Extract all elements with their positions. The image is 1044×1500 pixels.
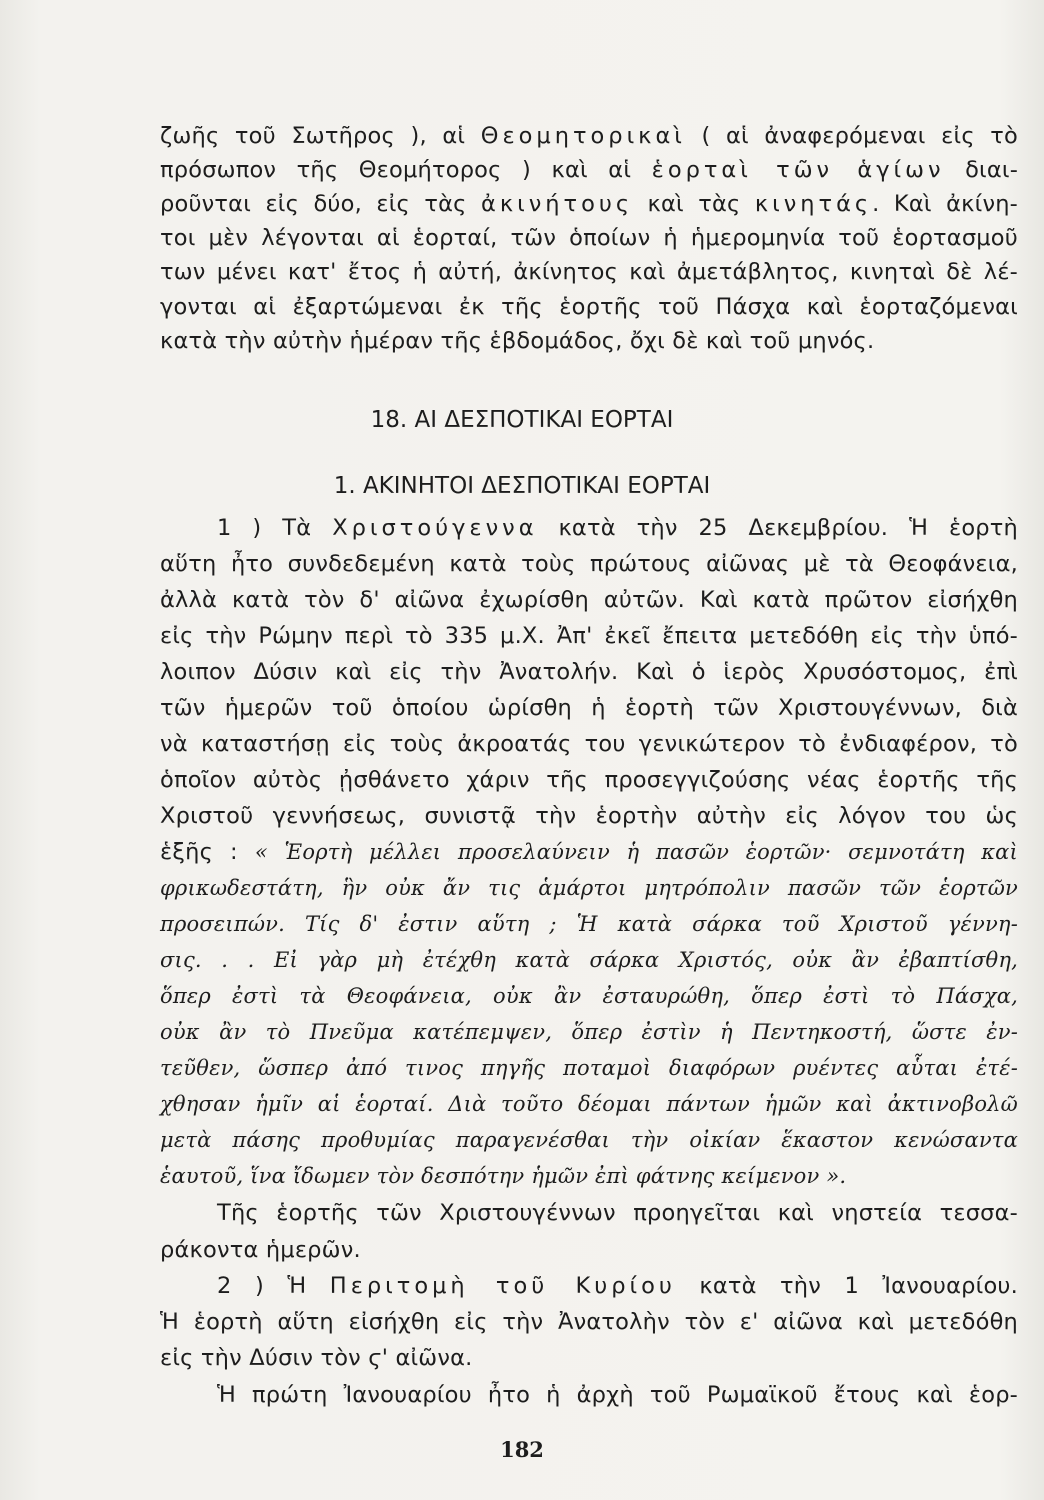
text-line: λοιπον Δύσιν καὶ εἰς τὴν Ἀνατολήν. Καὶ ὁ ἱερὸς Χρυσόστομος, ἐπὶ bbox=[160, 659, 1018, 685]
text-line: νὰ καταστήσῃ εἰς τοὺς ἀκροατάς του γενικώτερον τὸ ἐνδιαφέρον, τὸ bbox=[160, 731, 1018, 757]
section-heading: 18. ΑΙ ΔΕΣΠΟΤΙΚΑΙ ΕΟΡΤΑΙ bbox=[370, 407, 674, 433]
text-line: κατὰ τὴν αὐτὴν ἡμέραν τῆς ἑβδομάδος, ὄχι δὲ καὶ τοῦ μηνός. bbox=[160, 328, 875, 354]
quote-line: ἑαυτοῦ, ἵνα ἴδωμεν τὸν δεσπότην ἡμῶν ἐπὶ φάτνης κείμενον ». bbox=[160, 1164, 847, 1188]
quote-line: χθησαν ἡμῖν αἱ ἑορταί. Διὰ τοῦτο δέομαι πάντων ἡμῶν καὶ ἀκτινοβολῶ bbox=[160, 1092, 1018, 1116]
text-line: Ἡ ἑορτὴ αὕτη εἰσήχθη εἰς τὴν Ἀνατολὴν τὸν ε' αἰῶνα καὶ μετεδόθη bbox=[160, 1309, 1018, 1335]
section-subheading: 1. ΑΚΙΝΗΤΟΙ ΔΕΣΠΟΤΙΚΑΙ ΕΟΡΤΑΙ bbox=[333, 473, 711, 499]
text-line: ὁποῖον αὐτὸς ᾐσθάνετο χάριν τῆς προσεγγιζούσης νέας ἑορτῆς τῆς bbox=[160, 767, 1018, 793]
text-line: ἀλλὰ κατὰ τὸν δ' αἰῶνα ἐχωρίσθη αὐτῶν. Καὶ κατὰ πρῶτον εἰσήχθη bbox=[160, 587, 1018, 613]
text-line: Ἡ πρώτη Ἰανουαρίου ἦτο ἡ ἀρχὴ τοῦ Ρωμαϊκοῦ ἔτους καὶ ἑορ- bbox=[217, 1382, 1018, 1408]
text-line: εἰς τὴν Ρώμην περὶ τὸ 335 μ.Χ. Ἀπ' ἐκεῖ ἔπειτα μετεδόθη εἰς τὴν ὑπό- bbox=[160, 623, 1018, 649]
text-line: 1 ) Τὰ Χριστούγεννα κατὰ τὴν 25 Δεκεμβρίου. Ἡ ἑορτὴ bbox=[217, 515, 1018, 541]
quote-line: ὅπερ ἐστὶ τὰ Θεοφάνεια, οὐκ ἂν ἐσταυρώθη, ὅπερ ἐστὶ τὸ Πάσχα, bbox=[160, 984, 1018, 1008]
text-line: εἰς τὴν Δύσιν τὸν ϛ' αἰῶνα. bbox=[160, 1345, 473, 1371]
quote-line: τεῦθεν, ὥσπερ ἀπό τινος πηγῆς ποταμοὶ διαφόρων ρυέντες αὗται ἐτέ- bbox=[160, 1056, 1018, 1080]
text-line: των μένει κατ' ἔτος ἡ αὐτή, ἀκίνητος καὶ ἀμετάβλητος, κινηταὶ δὲ λέ- bbox=[160, 259, 1018, 285]
text-line: τοι μὲν λέγονται αἱ ἑορταί, τῶν ὁποίων ἡ ἡμερομηνία τοῦ ἑορτασμοῦ bbox=[160, 225, 1018, 251]
quote-line: φρικωδεστάτη, ἣν οὐκ ἄν τις ἁμάρτοι μητρόπολιν πασῶν τῶν ἑορτῶν bbox=[160, 876, 1018, 900]
text-line: ἑξῆς : « Ἑορτὴ μέλλει προσελαύνειν ἡ πασῶν ἑορτῶν· σεμνοτάτη καὶ bbox=[160, 839, 1018, 865]
text-line: ράκοντα ἡμερῶν. bbox=[160, 1237, 361, 1263]
quote-line: προσειπών. Τίς δ' ἐστιν αὕτη ; Ἡ κατὰ σάρκα τοῦ Χριστοῦ γέννη- bbox=[160, 912, 1018, 936]
quote-line: μετὰ πάσης προθυμίας παραγενέσθαι τὴν οἰκίαν ἕκαστον κενώσαντα bbox=[160, 1128, 1018, 1152]
text-line: πρόσωπον τῆς Θεομήτορος ) καὶ αἱ ἑορταὶ τῶν ἁγίων διαι- bbox=[160, 157, 1019, 183]
text-line: Χριστοῦ γεννήσεως, συνιστᾷ τὴν ἑορτὴν αὐτὴν εἰς λόγον του ὡς bbox=[160, 803, 1018, 829]
page-number: 182 bbox=[500, 1437, 544, 1462]
text-line: αὕτη ἦτο συνδεδεμένη κατὰ τοὺς πρώτους αἰῶνας μὲ τὰ Θεοφάνεια, bbox=[160, 551, 1018, 577]
text-line: Τῆς ἑορτῆς τῶν Χριστουγέννων προηγεῖται καὶ νηστεία τεσσα- bbox=[217, 1200, 1018, 1226]
text-line: 2 ) Ἡ Περιτομὴ τοῦ Κυρίου κατὰ τὴν 1 Ἰανουαρίου. bbox=[217, 1273, 1019, 1299]
quote-line: οὐκ ἂν τὸ Πνεῦμα κατέπεμψεν, ὅπερ ἐστὶν ἡ Πεντηκοστή, ὥστε ἐν- bbox=[160, 1020, 1018, 1044]
text-line: ροῦνται εἰς δύο, εἰς τὰς ἀκινήτους καὶ τὰς κινητάς. Καὶ ἀκίνη- bbox=[160, 191, 1018, 217]
quote-line: σις. . . Εἰ γὰρ μὴ ἐτέχθη κατὰ σάρκα Χριστός, οὐκ ἂν ἐβαπτίσθη, bbox=[160, 948, 1018, 972]
text-line: ζωῆς τοῦ Σωτῆρος ), αἱ Θεομητορικαὶ ( αἱ ἀναφερόμεναι εἰς τὸ bbox=[160, 123, 1018, 149]
text-line: τῶν ἡμερῶν τοῦ ὁποίου ὡρίσθη ἡ ἑορτὴ τῶν Χριστουγέννων, διὰ bbox=[160, 695, 1018, 721]
text-line: γονται αἱ ἐξαρτώμεναι ἐκ τῆς ἑορτῆς τοῦ Πάσχα καὶ ἑορταζόμεναι bbox=[160, 294, 1018, 320]
